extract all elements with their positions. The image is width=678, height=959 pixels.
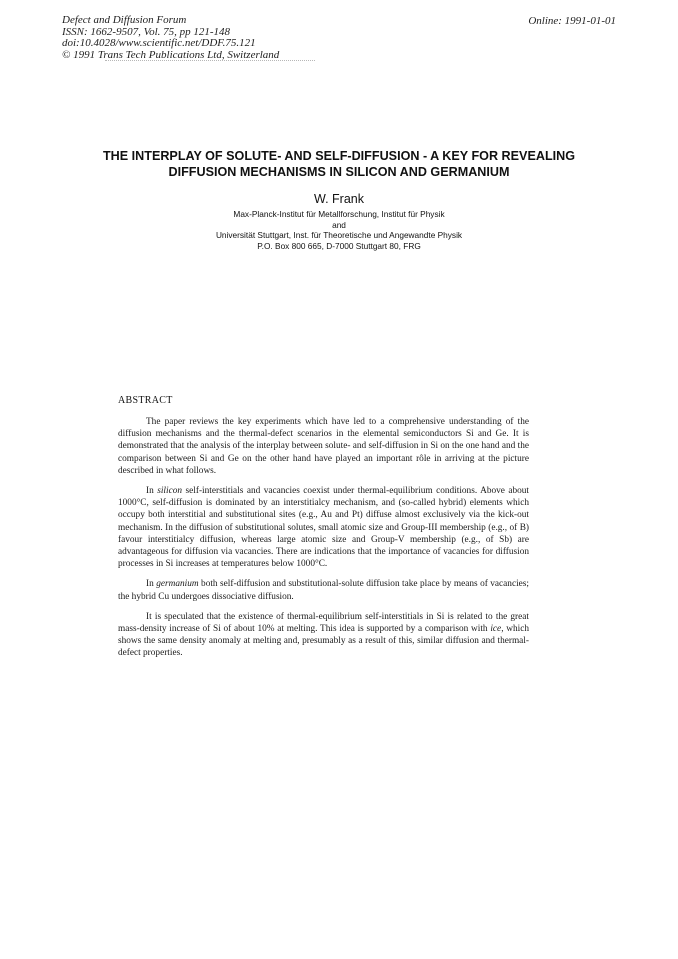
emphasis-ice: ice: [490, 624, 502, 635]
abstract-paragraph: The paper reviews the key experiments which have led to a comprehensive understanding of the diffusion mechanisms and the thermal-defect scenarios in the elemental semiconductors Si and Ge. It is demonstrated that the analysis of the interplay between solute- and self-diffusion in Si on the one hand and the comparison between Si and Ge on the other hand have played an important rôle in arriving at the picture described in what follows.: [118, 417, 529, 476]
paragraph-text: , which shows the same density anomaly at melting and, presumably as a result of this, similar diffusion and thermal-defect properties.: [118, 624, 529, 659]
copyright-line: © 1991 Trans Tech Publications Ltd, Switzerland: [62, 48, 280, 61]
faint-header-remnant: [105, 60, 315, 65]
abstract-paragraph: [118, 485, 529, 570]
affiliation-line: Universität Stuttgart, Inst. für Theoretische und Angewandte Physik: [215, 230, 463, 241]
paper-title: THE INTERPLAY OF SOLUTE- AND SELF-DIFFUSION - A KEY FOR REVEALING DIFFUSION MECHANISMS IN SILICON AND GERMANIUM: [102, 149, 576, 179]
online-date: Online: 1991-01-01: [528, 15, 616, 27]
affiliation-line: P.O. Box 800 665, D-7000 Stuttgart 80, FRG: [257, 240, 421, 251]
doi-line[interactable]: doi:10.4028/www.scientific.net/DDF.75.121: [62, 37, 256, 49]
affiliation-line: and: [332, 219, 346, 230]
abstract-paragraph: [118, 578, 529, 602]
affiliation-block: [0, 209, 678, 251]
abstract-heading: ABSTRACT: [118, 395, 173, 406]
journal-metadata: [62, 15, 279, 61]
emphasis-silicon: silicon: [157, 486, 183, 497]
paragraph-lead: In: [146, 486, 154, 497]
issn-line: ISSN: 1662-9507, Vol. 75, pp 121-148: [62, 25, 231, 38]
paragraph-text: both self-diffusion and substitutional-solute diffusion take place by means of vacancies; the hybrid Cu undergoes dissociative diffusion.: [118, 579, 529, 602]
paragraph-text: It is speculated that the existence of thermal-equilibrium self-interstitials in Si is related to the great mass-density increase of Si of about 10% at melting. This idea is supported by a comparison with: [118, 611, 529, 635]
emphasis-germanium: germanium: [156, 579, 199, 590]
abstract-body: [118, 416, 529, 660]
journal-name: Defect and Diffusion Forum: [62, 14, 187, 26]
author-name: W. Frank: [313, 192, 364, 206]
paragraph-text: self-interstitials and vacancies coexist under thermal-equilibrium conditions. Above about 1000°C, self-diffusion is dominated by an interstitialcy mechanism, and (so-called hybrid) elements which occupy both interstitial and substitutional sites (e.g., Au and Pt) diffuse almost exclusively via the kick-out mechanism. In the diffusion of substitutional solutes, small atomic size and Group-III membership (e.g., of B) favour interstitialcy diffusion, whereas large atomic size and Group-V membership (e.g., of Sb) are advantageous for diffusion via vacancies. There are indications that the importance of vacancies for diffusion processes in Si increases at temperatures below 1000°C.: [118, 486, 530, 570]
paragraph-lead: In: [146, 579, 154, 590]
abstract-paragraph: [118, 611, 529, 660]
affiliation-line: Max-Planck-Institut für Metallforschung, Institut für Physik: [233, 209, 445, 219]
